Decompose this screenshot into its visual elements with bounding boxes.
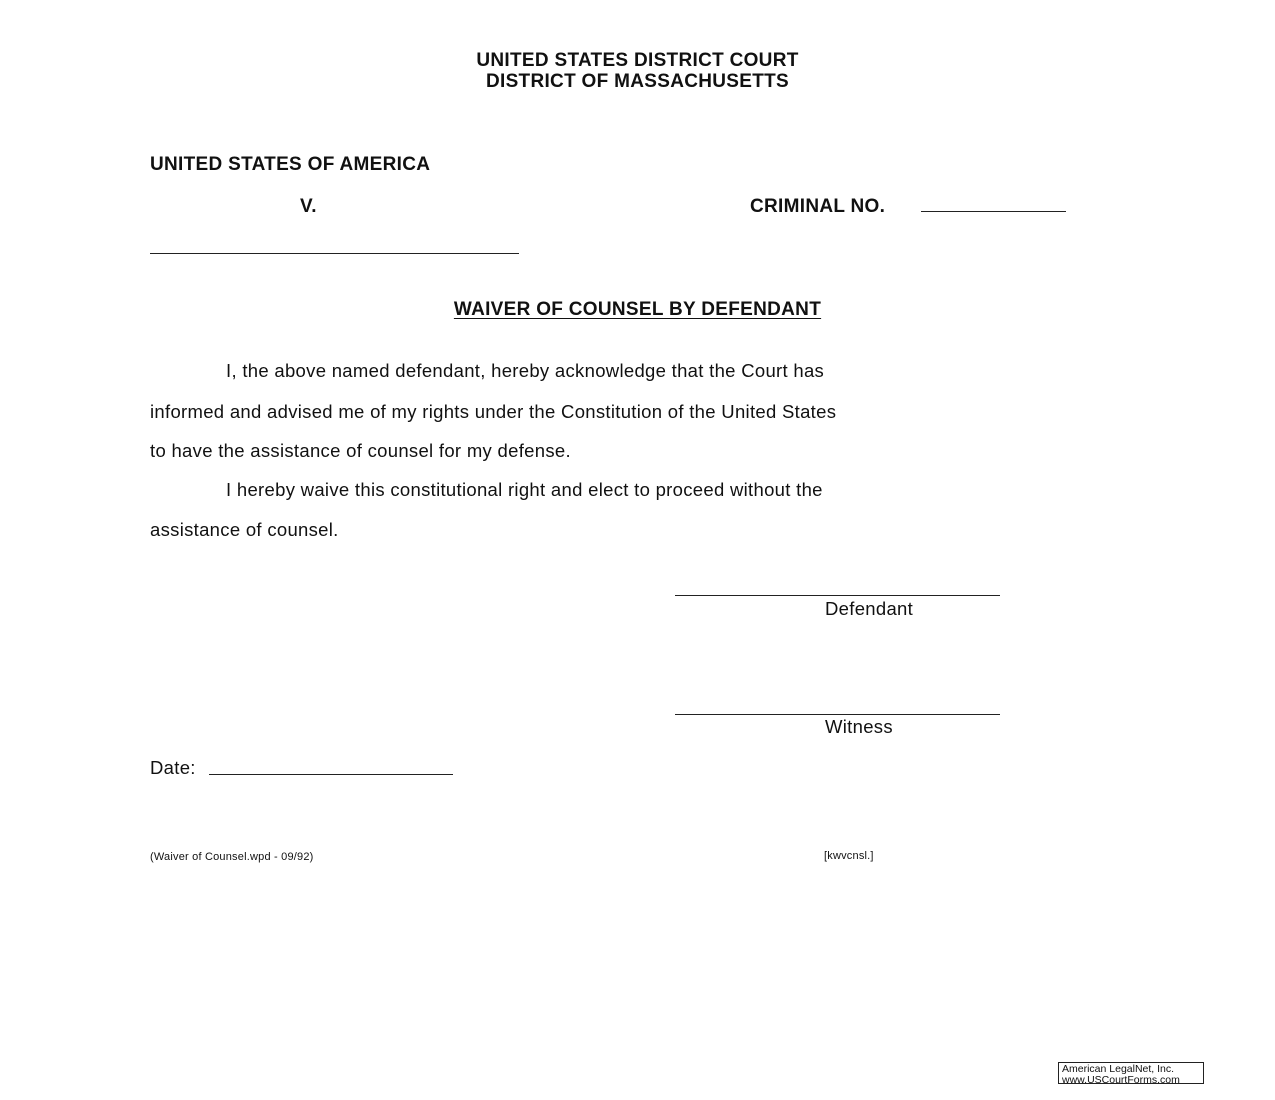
- court-name: UNITED STATES DISTRICT COURT: [476, 50, 799, 71]
- date-blank[interactable]: [209, 774, 453, 775]
- paragraph-1-line-3: to have the assistance of counsel for my defense.: [150, 440, 571, 461]
- defendant-signature-line[interactable]: [675, 595, 1000, 596]
- witness-label: Witness: [825, 716, 893, 737]
- criminal-no-blank[interactable]: [921, 211, 1066, 212]
- defendant-label: Defendant: [825, 598, 914, 619]
- paragraph-1-line-2: informed and advised me of my rights under the Constitution of the United States: [150, 401, 837, 422]
- date-label: Date:: [150, 757, 196, 778]
- document-title: WAIVER OF COUNSEL BY DEFENDANT: [453, 299, 822, 320]
- plaintiff-name: UNITED STATES OF AMERICA: [150, 154, 431, 175]
- file-reference: (Waiver of Counsel.wpd - 09/92): [150, 851, 314, 863]
- versus-label: V.: [300, 196, 317, 217]
- court-district: DISTRICT OF MASSACHUSETTS: [485, 71, 790, 92]
- publisher-box: [1058, 1062, 1204, 1084]
- publisher-website: www.USCourtForms.com: [1062, 1073, 1180, 1086]
- criminal-no-label: CRIMINAL NO.: [750, 196, 886, 217]
- publisher-name: American LegalNet, Inc.: [1062, 1063, 1175, 1075]
- witness-signature-line[interactable]: [675, 714, 1000, 715]
- paragraph-2-line-2: assistance of counsel.: [150, 519, 339, 540]
- defendant-name-blank[interactable]: [150, 253, 519, 254]
- paragraph-1-line-1: I, the above named defendant, hereby acknowledge that the Court has: [226, 360, 825, 381]
- form-code: [kwvcnsl.]: [824, 850, 874, 862]
- paragraph-2-line-1: I hereby waive this constitutional right and elect to proceed without the: [226, 479, 823, 500]
